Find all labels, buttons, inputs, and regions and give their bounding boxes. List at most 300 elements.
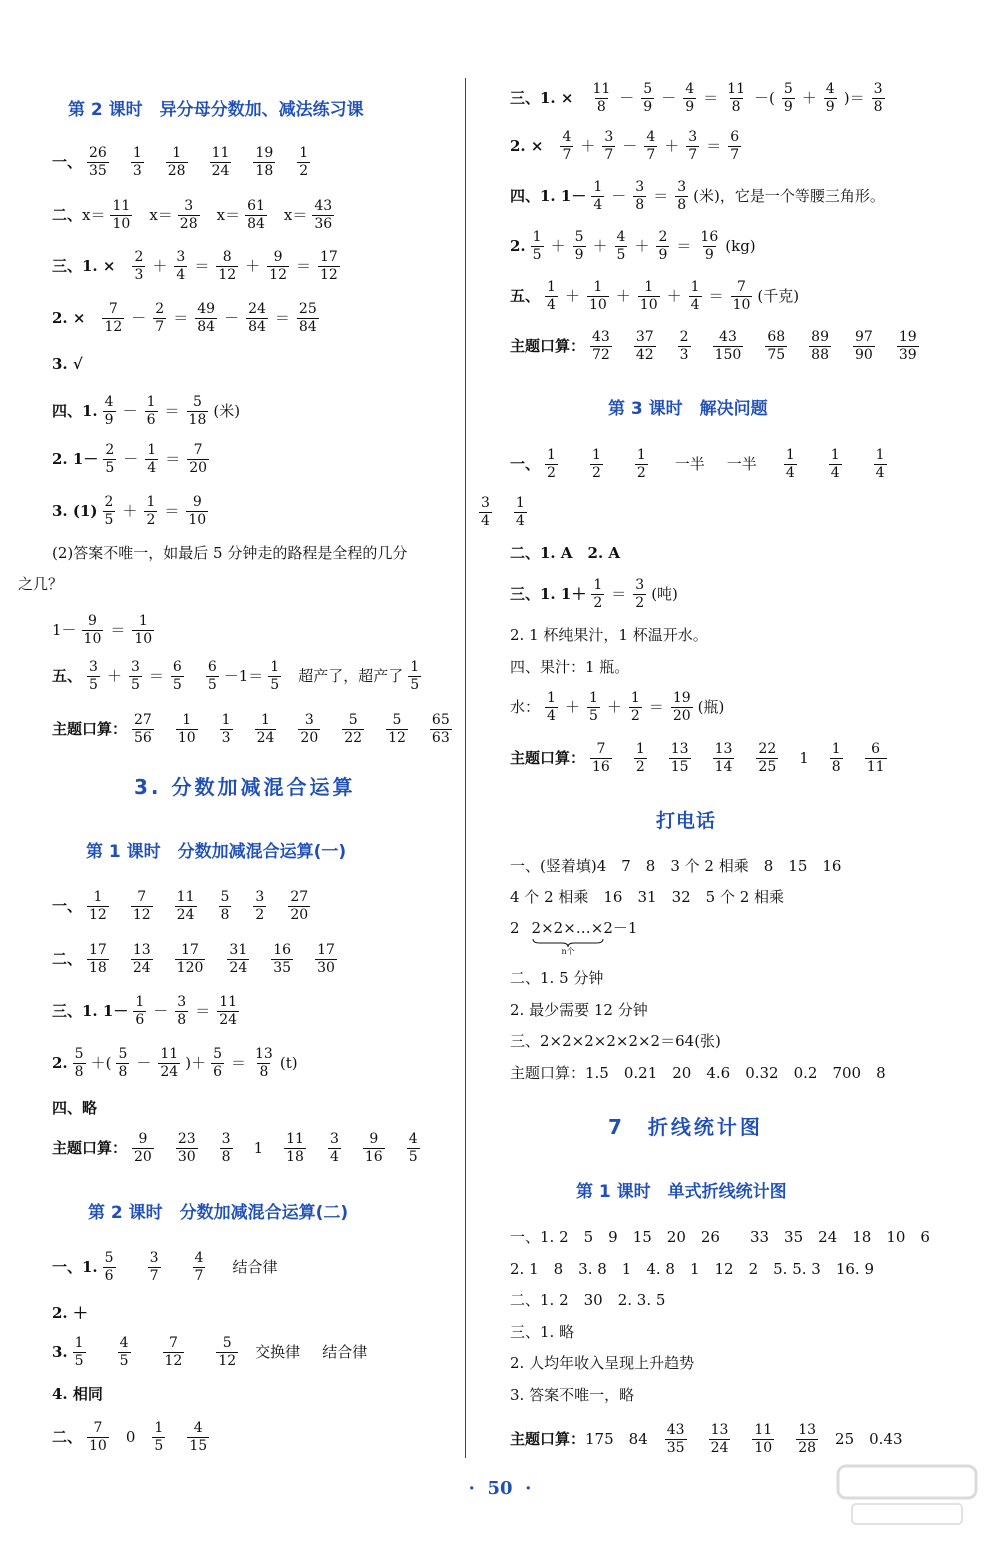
fraction xyxy=(132,250,145,284)
numerator: 11 xyxy=(286,1131,304,1147)
fraction xyxy=(824,82,837,116)
fraction xyxy=(479,496,492,530)
numerator: 11 xyxy=(754,1422,773,1438)
numerator: 11 xyxy=(112,198,131,214)
l2-part3-q3: 3. √ xyxy=(52,355,83,373)
denominator: 28 xyxy=(179,216,198,233)
numerator: 5 xyxy=(574,229,584,245)
denominator: 24 xyxy=(132,960,151,977)
s3l1-part1: 一、 $\frac{1}{12}$ $\frac{7}{12}$ $\frac{11}{24}$ $\frac{5}{8}$ $\frac{3}{2}$ $\frac{27}{20}$ xyxy=(52,889,309,924)
denominator: 36 xyxy=(314,216,333,233)
denominator: 24 xyxy=(211,163,230,180)
fraction xyxy=(587,280,609,314)
fraction xyxy=(430,713,452,747)
fraction xyxy=(342,713,364,747)
fraction xyxy=(644,130,657,164)
denominator: 10 xyxy=(732,297,751,314)
denominator: 6 xyxy=(104,1268,114,1285)
numerator: 25 xyxy=(298,301,317,317)
ch7-mental-math: 主题口算： 175 84 $\frac{43}{35}$ $\frac{13}{24}$ $\frac{11}{10}$ $\frac{13}{28}$ 25 0.43 xyxy=(510,1422,903,1457)
fraction xyxy=(175,995,188,1029)
fraction xyxy=(853,330,875,364)
r-mental-math-1: 主题口算： $\frac{43}{72}$ $\frac{37}{42}$ $\frac{2}{3}$ $\frac{43}{150}$ $\frac{68}{75}$ $\frac{89}{88}$ $\frac{97}{90}$ $\frac{19}{39}$ xyxy=(510,329,917,364)
numerator: 7 xyxy=(93,1420,103,1436)
numerator: 3 xyxy=(255,889,265,905)
denominator: 12 xyxy=(218,1353,237,1370)
column-divider xyxy=(465,78,466,1458)
numerator: 1 xyxy=(591,447,601,463)
numerator: 1 xyxy=(515,495,525,511)
fraction xyxy=(678,330,691,364)
numerator: 3 xyxy=(130,659,140,675)
fraction xyxy=(629,691,642,725)
numerator: 2 xyxy=(134,249,144,265)
fraction xyxy=(633,180,646,214)
fraction xyxy=(87,1421,109,1455)
numerator: 26 xyxy=(89,145,107,161)
fraction xyxy=(590,82,612,116)
denominator: 8 xyxy=(118,1064,128,1081)
fraction xyxy=(638,280,660,314)
x-eq-3: x＝ $\frac{61}{84}$ xyxy=(216,198,265,233)
r3-part4: 四、果汁：1 瓶。 xyxy=(510,658,630,676)
numerator: 1 xyxy=(138,613,148,629)
power-expression: 2×2×…×2－1 n个 xyxy=(531,919,638,956)
denominator: 42 xyxy=(635,347,654,364)
numerator: 27 xyxy=(290,889,309,905)
fraction xyxy=(560,130,573,164)
denominator: 7 xyxy=(688,147,698,164)
r3-mental-math: 主题口算： $\frac{7}{16}$ $\frac{1}{2}$ $\frac{13}{15}$ $\frac{13}{14}$ $\frac{22}{25}$ 1 $\frac{1}{8}$ $\frac{6}{11}$ xyxy=(510,741,885,776)
denominator: 16 xyxy=(592,759,610,776)
fraction xyxy=(633,578,646,612)
fraction xyxy=(153,302,166,336)
denominator: 3 xyxy=(679,347,689,364)
denominator: 2 xyxy=(636,465,646,482)
fraction xyxy=(591,578,604,612)
numerator: 49 xyxy=(197,301,216,317)
fraction xyxy=(187,443,209,477)
denominator: 20 xyxy=(290,907,309,924)
numerator: 2 xyxy=(105,442,115,458)
fraction xyxy=(227,943,249,977)
fraction xyxy=(131,943,153,977)
l2-part4-q2: 2. 1－ $\frac{2}{5}$ － $\frac{1}{4}$ ＝ $\frac{7}{20}$ xyxy=(52,442,208,477)
numerator: 11 xyxy=(176,889,195,905)
denominator: 2 xyxy=(547,465,556,482)
numerator: 5 xyxy=(643,81,653,97)
numerator: 3 xyxy=(149,1250,159,1266)
numerator: 3 xyxy=(635,179,645,195)
numerator: 6 xyxy=(871,741,881,757)
fraction xyxy=(145,443,158,477)
denominator: 7 xyxy=(194,1268,204,1285)
numerator: 24 xyxy=(248,301,266,317)
denominator: 12 xyxy=(218,267,237,284)
numerator: 4 xyxy=(646,129,656,145)
fraction xyxy=(253,146,275,180)
denominator: 8 xyxy=(635,197,645,214)
denominator: 4 xyxy=(481,513,490,530)
numerator: 5 xyxy=(392,712,402,728)
fraction xyxy=(217,995,239,1029)
fraction xyxy=(728,130,741,164)
denominator: 6 xyxy=(213,1064,222,1081)
fraction xyxy=(830,742,843,776)
numerator: 16 xyxy=(273,942,292,958)
denominator: 35 xyxy=(666,1440,685,1457)
fraction xyxy=(176,713,198,747)
numerator: 1 xyxy=(147,442,157,458)
l2-mental-math: 主题口算： $\frac{27}{56}$ $\frac{1}{10}$ $\frac{1}{3}$ $\frac{1}{24}$ $\frac{3}{20}$ $\frac{5}{22}$ $\frac{5}{12}$ $\frac{65}{63}$ xyxy=(52,712,450,747)
fraction xyxy=(116,1047,129,1081)
l2-part5: 五、 $\frac{3}{5}$ ＋ $\frac{3}{5}$ ＝ $\frac{6}{5}$ $\frac{6}{5}$ －1＝ $\frac{1}{5}$ 超产了，超产了 $\frac{1}{5}$ xyxy=(52,659,420,694)
denominator: 6 xyxy=(135,1012,145,1029)
s3l2-part1-q1: 一、1. $\frac{5}{6}$ $\frac{3}{7}$ $\frac{4}{7}$ 结合律 xyxy=(52,1250,278,1285)
numerator: 1 xyxy=(132,145,142,161)
fraction xyxy=(312,199,334,233)
numerator: 3 xyxy=(329,1131,339,1147)
fraction xyxy=(220,1132,233,1166)
denominator: 5 xyxy=(104,512,114,529)
fraction xyxy=(665,1423,687,1457)
l2-part3-q2: 2. × $\frac{7}{12}$ － $\frac{2}{7}$ ＝ $\frac{49}{84}$ － $\frac{24}{84}$ ＝ $\frac{25}{84}$ xyxy=(52,301,317,336)
fraction xyxy=(634,330,656,364)
numerator: 68 xyxy=(767,329,786,345)
denominator: 16 xyxy=(364,1149,383,1166)
fraction xyxy=(129,660,142,694)
numerator: 5 xyxy=(118,1046,128,1062)
fraction xyxy=(245,199,267,233)
x-eq-1: x＝ $\frac{11}{10}$ xyxy=(82,198,131,233)
numerator: 13 xyxy=(132,942,151,958)
fraction xyxy=(216,1336,238,1370)
denominator: 24 xyxy=(219,1012,238,1029)
denominator: 7 xyxy=(562,147,572,164)
denominator: 18 xyxy=(255,163,274,180)
numerator: 8 xyxy=(222,249,232,265)
denominator: 39 xyxy=(898,347,917,364)
section3-title: 3. 分数加减混合运算 xyxy=(134,775,356,799)
numerator: 11 xyxy=(160,1046,179,1062)
numerator: 3 xyxy=(176,249,186,265)
denominator: 9 xyxy=(783,99,793,116)
numerator: 5 xyxy=(74,1046,84,1062)
fraction xyxy=(87,943,109,977)
numerator: 7 xyxy=(193,442,203,458)
denominator: 10 xyxy=(754,1440,773,1457)
numerator: 6 xyxy=(207,659,217,675)
r3-part1-cont xyxy=(474,496,532,530)
denominator: 2 xyxy=(299,163,309,180)
denominator: 35 xyxy=(273,960,292,977)
denominator: 2 xyxy=(635,759,645,776)
numerator: 4 xyxy=(119,1335,129,1351)
denominator: 20 xyxy=(672,708,691,725)
denominator: 8 xyxy=(677,197,687,214)
denominator: 56 xyxy=(134,730,152,747)
fraction xyxy=(171,660,184,694)
numerator: 7 xyxy=(737,279,746,295)
denominator: 8 xyxy=(873,99,883,116)
numerator: 11 xyxy=(219,994,238,1010)
fraction xyxy=(73,1047,86,1081)
dd-mental-math: 主题口算：1.5 0.21 20 4.6 0.32 0.2 700 8 xyxy=(510,1064,886,1082)
denominator: 22 xyxy=(344,730,363,747)
denominator: 20 xyxy=(300,730,319,747)
numerator: 97 xyxy=(854,329,873,345)
integer-answer: 1 xyxy=(799,749,809,768)
numerator: 27 xyxy=(134,712,152,728)
fraction xyxy=(756,742,778,776)
numerator: 5 xyxy=(213,1046,222,1062)
numerator: 1 xyxy=(831,741,841,757)
fraction xyxy=(897,330,919,364)
numerator: 13 xyxy=(710,1422,729,1438)
numerator: 1 xyxy=(690,279,700,295)
numerator: 5 xyxy=(220,889,230,905)
fraction xyxy=(73,1336,86,1370)
fraction xyxy=(284,1132,306,1166)
r-part3-q1: 三、1. × $\frac{11}{8}$ － $\frac{5}{9}$ － $\frac{4}{9}$ ＝ $\frac{11}{8}$ －( $\frac{5}{9}$ ＋ $\frac{4}{9}$ )＝ $\frac{3}{8}$ xyxy=(510,81,883,116)
denominator: 9 xyxy=(658,247,668,264)
fraction xyxy=(669,742,691,776)
denominator: 5 xyxy=(74,1353,84,1370)
denominator: 35 xyxy=(89,163,107,180)
numerator: 2 xyxy=(679,329,689,345)
denominator: 5 xyxy=(130,677,140,694)
numerator: 3 xyxy=(221,1131,231,1147)
denominator: 10 xyxy=(188,512,207,529)
numerator: 1 xyxy=(532,229,542,245)
denominator: 14 xyxy=(714,759,733,776)
denominator: 2 xyxy=(630,708,640,725)
denominator: 3 xyxy=(132,163,142,180)
numerator: 1 xyxy=(593,179,603,195)
fraction xyxy=(615,230,628,264)
fraction xyxy=(809,330,831,364)
fraction xyxy=(176,1132,198,1166)
x-eq-2: x＝ $\frac{3}{28}$ xyxy=(149,198,198,233)
denominator: 12 xyxy=(164,1353,183,1370)
numerator: 5 xyxy=(783,81,793,97)
numerator: 1 xyxy=(172,145,182,161)
denominator: 9 xyxy=(104,412,114,429)
fraction xyxy=(641,82,654,116)
ch7-part3-q2: 2. 人均年收入呈现上升趋势 xyxy=(510,1354,695,1372)
ch7-lesson1-title: 第 1 课时 单式折线统计图 xyxy=(576,1182,787,1202)
numerator: 13 xyxy=(714,741,733,757)
numerator: 17 xyxy=(320,249,338,265)
fraction xyxy=(253,890,266,924)
denominator: 4 xyxy=(329,1149,339,1166)
denominator: 63 xyxy=(431,730,450,747)
numerator: 3 xyxy=(677,179,687,195)
numerator: 1 xyxy=(154,1420,164,1436)
s3l1-part4: 四、略 xyxy=(52,1099,98,1117)
fraction xyxy=(166,146,188,180)
numerator: 11 xyxy=(727,81,745,97)
numerator: 17 xyxy=(181,942,199,958)
fraction xyxy=(407,1132,420,1166)
numerator: 2 xyxy=(104,494,114,510)
fraction xyxy=(131,890,153,924)
numerator: 13 xyxy=(670,741,689,757)
s3l1-part3-q2: 2. $\frac{5}{8}$ ＋( $\frac{5}{8}$ － $\frac{11}{24}$ )＋ $\frac{5}{6}$ ＝ $\frac{13}{8}$ (t) xyxy=(52,1046,298,1081)
numerator: 61 xyxy=(247,198,265,214)
fraction xyxy=(297,302,319,336)
fraction xyxy=(131,146,144,180)
numerator: 1 xyxy=(182,712,192,728)
s3l2-part1-q4: 4. 相同 xyxy=(52,1385,103,1403)
fraction xyxy=(545,448,558,482)
r-part3-q2: 2. × $\frac{4}{7}$ ＋ $\frac{3}{7}$ － $\frac{4}{7}$ ＋ $\frac{3}{7}$ ＝ $\frac{6}{7}$ xyxy=(510,129,740,164)
denominator: 28 xyxy=(167,163,186,180)
denominator: 5 xyxy=(532,247,542,264)
numerator: 1 xyxy=(146,494,156,510)
denominator: 4 xyxy=(785,465,795,482)
denominator: 24 xyxy=(710,1440,729,1457)
denominator: 4 xyxy=(690,297,700,314)
numerator: 3 xyxy=(177,994,187,1010)
denominator: 15 xyxy=(189,1438,208,1455)
denominator: 30 xyxy=(177,1149,196,1166)
r3-water: 水： $\frac{1}{4}$ ＋ $\frac{1}{5}$ ＋ $\frac{1}{2}$ ＝ $\frac{19}{20}$ (瓶) xyxy=(510,690,725,725)
fraction xyxy=(175,890,197,924)
dd-part2-q2: 2. 最少需要 12 分钟 xyxy=(510,1001,648,1019)
denominator: 5 xyxy=(154,1438,164,1455)
n-label: n个 xyxy=(561,947,575,956)
ch7-part2: 二、1. 2 30 2. 3. 5 xyxy=(510,1291,666,1309)
fraction xyxy=(318,250,340,284)
numerator: 3 xyxy=(304,712,314,728)
fraction xyxy=(590,448,603,482)
numerator: 3 xyxy=(604,129,614,145)
numerator: 4 xyxy=(193,1420,203,1436)
phone-call-title: 打电话 xyxy=(656,810,717,832)
numerator: 43 xyxy=(666,1422,685,1438)
denominator: 2 xyxy=(146,512,156,529)
denominator: 84 xyxy=(298,319,317,336)
fraction xyxy=(187,395,209,429)
numerator: 4 xyxy=(408,1131,418,1147)
denominator: 9 xyxy=(643,99,653,116)
fraction xyxy=(386,713,408,747)
fraction xyxy=(328,1132,341,1166)
denominator: 24 xyxy=(229,960,248,977)
denominator: 9 xyxy=(704,247,714,264)
l2-part3-q1: 三、1. × $\frac{2}{3}$ ＋ $\frac{3}{4}$ ＝ $\frac{8}{12}$ ＋ $\frac{9}{12}$ ＝ $\frac{17}{12}$ xyxy=(52,249,338,284)
fraction xyxy=(187,1421,209,1455)
denominator: 12 xyxy=(320,267,338,284)
denominator: 18 xyxy=(188,412,207,429)
numerator: 43 xyxy=(314,198,333,214)
numerator: 9 xyxy=(88,613,97,629)
denominator: 90 xyxy=(854,347,873,364)
fraction xyxy=(195,302,217,336)
fraction xyxy=(514,496,527,530)
numerator: 31 xyxy=(229,942,248,958)
numerator: 65 xyxy=(431,712,450,728)
fraction xyxy=(590,330,612,364)
fraction xyxy=(163,1336,185,1370)
numerator: 19 xyxy=(255,145,274,161)
denominator: 6 xyxy=(146,412,156,429)
numerator: 5 xyxy=(222,1335,232,1351)
numerator: 4 xyxy=(104,394,114,410)
fraction xyxy=(829,448,842,482)
denominator: 4 xyxy=(830,465,840,482)
denominator: 28 xyxy=(798,1440,817,1457)
s3l2-part1-q3: 3. $\frac{1}{5}$ $\frac{4}{5}$ $\frac{7}{12}$ $\frac{5}{12}$ 交换律 结合律 xyxy=(52,1335,368,1370)
fraction xyxy=(148,1251,161,1285)
fraction xyxy=(206,660,219,694)
l2-part4-q3c: 1－ $\frac{9}{10}$ ＝ $\frac{1}{10}$ xyxy=(52,613,153,648)
numerator: 13 xyxy=(798,1422,817,1438)
denominator: 10 xyxy=(83,631,102,648)
fraction xyxy=(118,1336,131,1370)
ch7-part1-q1: 一、1. 2 5 9 15 20 26 33 35 24 18 10 6 xyxy=(510,1228,930,1246)
l2-part4-q1: 四、1. $\frac{4}{9}$ － $\frac{1}{6}$ ＝ $\frac{5}{18}$ (米) xyxy=(52,394,241,429)
denominator: 120 xyxy=(176,960,204,977)
fraction xyxy=(298,713,320,747)
fraction xyxy=(271,943,293,977)
fraction xyxy=(175,943,206,977)
fraction xyxy=(545,691,558,725)
numerator: 1 xyxy=(547,279,556,295)
r3-part3-q1: 三、1. 1＋ $\frac{1}{2}$ ＝ $\frac{3}{2}$ (吨) xyxy=(510,577,678,612)
fraction xyxy=(253,1047,275,1081)
dd-part1-line2: 4 个 2 相乘 16 31 32 5 个 2 相乘 xyxy=(510,888,785,906)
denominator: 8 xyxy=(731,99,741,116)
numerator: 1 xyxy=(299,145,309,161)
numerator: 1 xyxy=(135,994,145,1010)
fraction xyxy=(656,230,669,264)
fraction xyxy=(132,614,154,648)
denominator: 150 xyxy=(714,347,742,364)
s3l2-part1-q2: 2. ＋ xyxy=(52,1304,88,1322)
fraction xyxy=(725,82,747,116)
denominator: 12 xyxy=(104,319,123,336)
numerator: 37 xyxy=(635,329,654,345)
fraction xyxy=(315,943,337,977)
fraction xyxy=(713,330,744,364)
fraction xyxy=(698,230,720,264)
denominator: 5 xyxy=(616,247,626,264)
dd-part1-line3: 2 2×2×…×2－1 n个 xyxy=(510,919,638,956)
s3l2-part2: 二、 $\frac{7}{10}$ 0 $\frac{1}{5}$ $\frac{4}{15}$ xyxy=(52,1420,208,1455)
denominator: 12 xyxy=(388,730,406,747)
fraction xyxy=(132,1132,154,1166)
fraction xyxy=(531,230,544,264)
denominator: 10 xyxy=(134,631,153,648)
numerator: 5 xyxy=(193,394,202,410)
denominator: 9 xyxy=(685,99,695,116)
fraction xyxy=(186,495,208,529)
numerator: 4 xyxy=(616,229,626,245)
denominator: 4 xyxy=(176,267,186,284)
numerator: 6 xyxy=(172,659,182,675)
denominator: 12 xyxy=(269,267,287,284)
fraction xyxy=(219,890,232,924)
denominator: 5 xyxy=(207,677,217,694)
numerator: 7 xyxy=(168,1335,178,1351)
denominator: 18 xyxy=(89,960,107,977)
l2-part4-q3b-line2: 之几？ xyxy=(18,575,64,593)
denominator: 24 xyxy=(160,1064,179,1081)
denominator: 4 xyxy=(547,297,556,314)
denominator: 3 xyxy=(221,730,231,747)
